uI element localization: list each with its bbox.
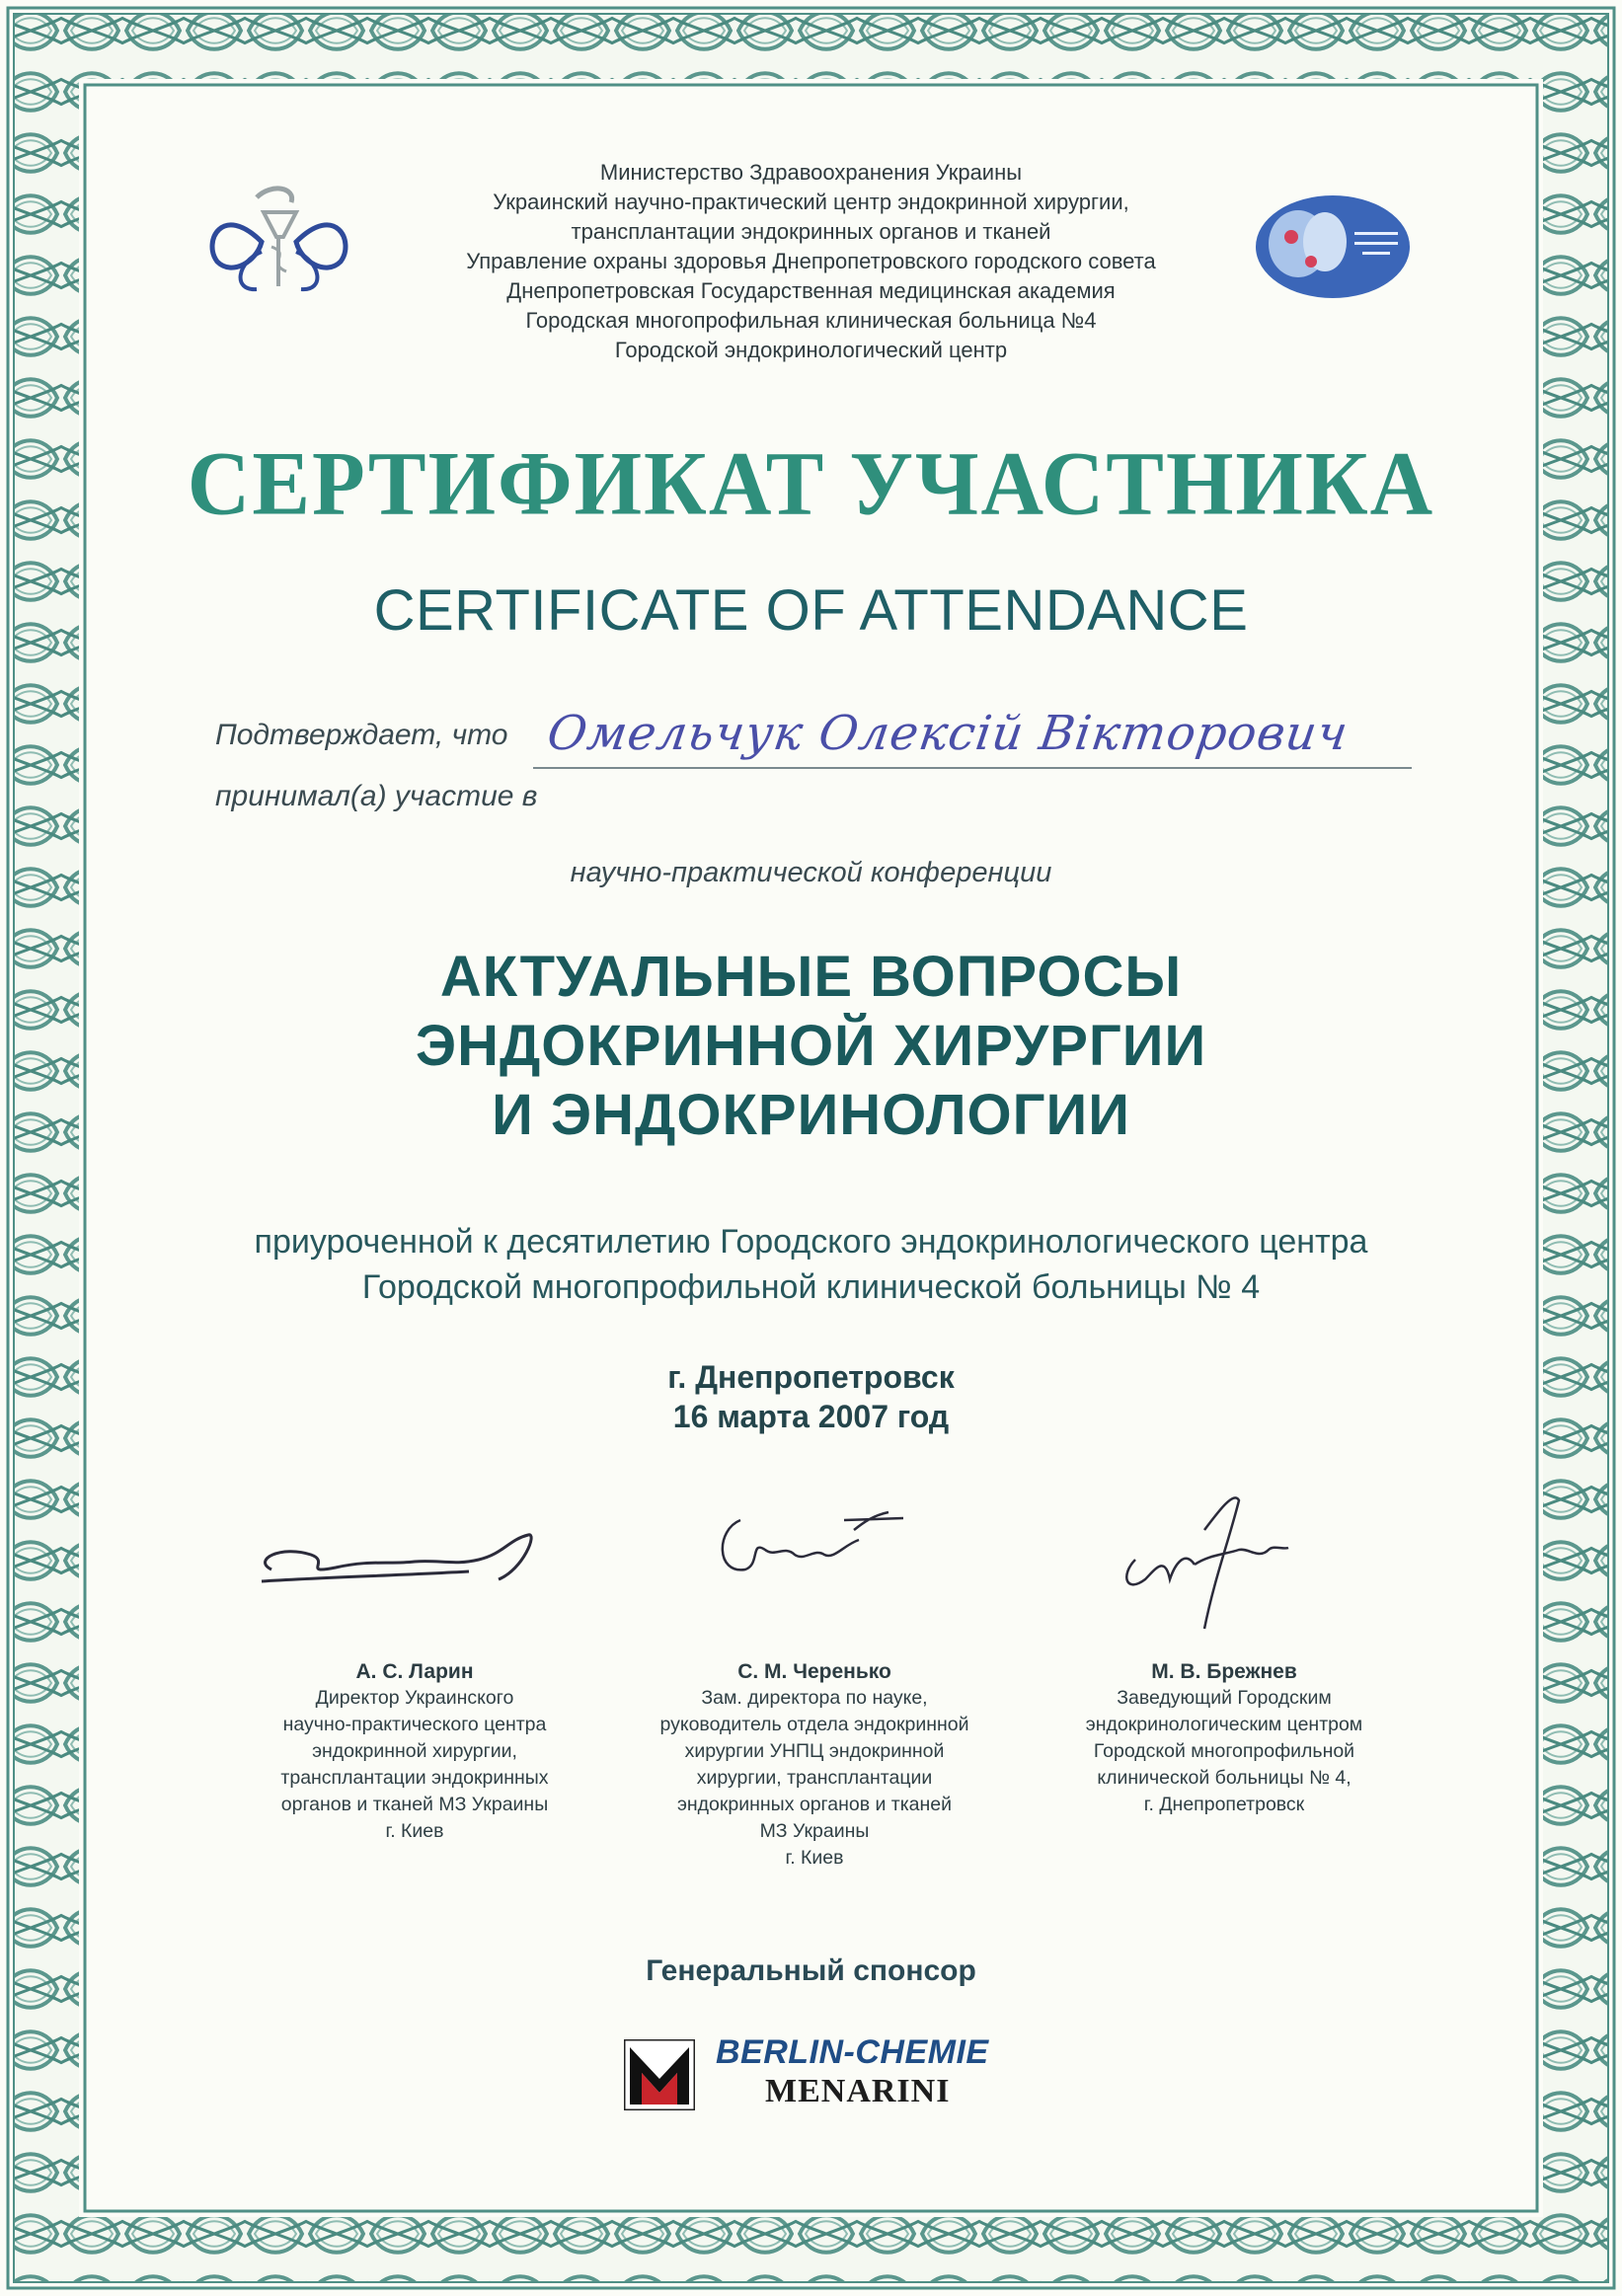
org-line: Городской эндокринологический центр (614, 338, 1008, 362)
sponsor-brand-line1: BERLIN-CHEMIE (716, 2033, 989, 2071)
signatory-position-line: клинической больницы № 4, (1097, 1767, 1352, 1789)
date: 16 марта 2007 год (672, 1399, 950, 1434)
conference-title-line: АКТУАЛЬНЫЕ ВОПРОСЫ (439, 945, 1183, 1009)
signatory-name: С. М. Черенько (737, 1660, 891, 1683)
conference-title-line: ЭНДОКРИННОЙ ХИРУРГИИ (415, 1014, 1207, 1078)
signatory-position-line: хирургии УНПЦ эндокринной (684, 1740, 945, 1762)
dedication-line: Городской многопрофильной клинической больницы № 4 (361, 1268, 1261, 1306)
participant-name: Омельчук Олексій Вікторович (544, 706, 1352, 761)
signatory-position-line: МЗ Украины (759, 1820, 870, 1842)
org-line: Министерство Здравоохранения Украины (599, 160, 1023, 185)
conference-dedication (0, 1219, 1622, 1310)
place-and-date (0, 1357, 1622, 1436)
signatory-position-line: Городской многопрофильной (1093, 1740, 1355, 1762)
signatory-position-line: органов и тканей МЗ Украины (280, 1794, 549, 1815)
dedication-line: приуроченной к десятилетию Городского эндокринологического центра (254, 1223, 1368, 1261)
signatory-position-line: эндокринологическим центром (1085, 1714, 1363, 1735)
issuing-organizations (0, 158, 1622, 365)
sponsor-brand-line2: MENARINI (765, 2073, 951, 2109)
place: г. Днепропетровск (667, 1359, 955, 1395)
signature-brezhnev (1111, 1471, 1318, 1648)
org-line: трансплантации эндокринных органов и тканей (571, 219, 1051, 244)
signatory-position-line: руководитель отдела эндокринной (659, 1714, 969, 1735)
signatory-3 (1046, 1658, 1402, 1818)
signatory-position-line: г. Днепропетровск (1143, 1794, 1305, 1815)
signature-cherenko (706, 1500, 913, 1594)
signature-larin (242, 1510, 578, 1599)
signatory-position-line: научно-практического центра (282, 1714, 547, 1735)
signatory-1 (237, 1658, 592, 1845)
took-part-label: принимал(а) участие в (215, 780, 538, 812)
sponsor-label: Генеральный спонсор (646, 1954, 976, 1987)
signatory-position-line: г. Киев (785, 1847, 844, 1869)
signatory-name: М. В. Брежнев (1151, 1660, 1297, 1683)
menarini-m-logo-icon (624, 2039, 695, 2110)
certificate-title-en: CERTIFICATE OF ATTENDANCE (373, 578, 1249, 643)
org-line: Управление охраны здоровья Днепропетровского городского совета (466, 249, 1156, 273)
signatory-position-line: Зам. директора по науке, (701, 1687, 928, 1709)
signatory-position-line: Директор Украинского (315, 1687, 514, 1709)
conference-type: научно-практической конференции (570, 857, 1052, 888)
conference-title-line: И ЭНДОКРИНОЛОГИИ (492, 1083, 1130, 1147)
signatory-position-line: г. Киев (385, 1820, 444, 1842)
name-underline (533, 767, 1412, 769)
org-line: Городская многопрофильная клиническая больница №4 (525, 308, 1097, 333)
signatory-position-line: трансплантации эндокринных (280, 1767, 549, 1789)
signatory-position-line: Заведующий Городским (1117, 1687, 1332, 1709)
conference-title (0, 943, 1622, 1150)
confirm-label: Подтверждает, что (215, 719, 508, 751)
signatory-position-line: эндокринной хирургии, (312, 1740, 517, 1762)
signatory-position-line: хирургии, трансплантации (696, 1767, 933, 1789)
signatory-name: А. С. Ларин (355, 1660, 474, 1683)
certificate-title-ru: СЕРТИФИКАТ УЧАСТНИКА (187, 433, 1435, 535)
signatory-position-line: эндокринных органов и тканей (676, 1794, 953, 1815)
org-line: Днепропетровская Государственная медицинская академия (506, 278, 1116, 303)
signatory-2 (637, 1658, 992, 1872)
org-line: Украинский научно-практический центр эндокринной хирургии, (493, 190, 1129, 214)
